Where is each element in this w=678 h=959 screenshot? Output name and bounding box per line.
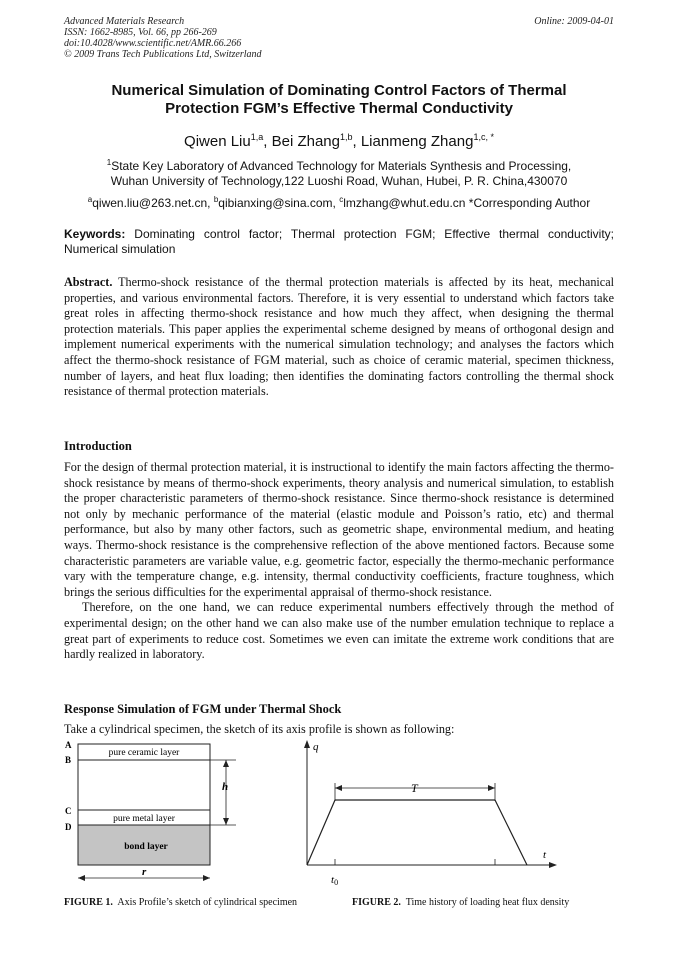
pure-metal-layer-label: pure metal layer	[113, 814, 175, 824]
author-3: Lianmeng Zhang	[360, 133, 474, 150]
r-arrow-left	[78, 875, 85, 881]
email-a-sup: a	[87, 195, 93, 204]
h-label: h	[222, 781, 229, 793]
label-b: B	[65, 755, 72, 765]
affiliation-line-2: Wuhan University of Technology,122 Luoshi Road, Wuhan, Hubei, P. R. China,430070	[110, 174, 568, 188]
affiliation-sup: 1	[106, 158, 112, 167]
h-arrow-up	[223, 760, 229, 767]
keywords-text: Dominating control factor; Thermal protection FGM; Effective thermal conductivity; Numerical simulation	[64, 227, 614, 256]
doi: doi:10.4028/www.scientific.net/AMR.66.266	[64, 38, 242, 49]
q-axis-label: q	[313, 741, 319, 753]
title-line-1: Numerical Simulation of Dominating Control Factors of Thermal	[111, 82, 567, 99]
title-line-2: Protection FGM’s Effective Thermal Conductivity	[165, 100, 513, 117]
author-list: Qiwen Liu$^{1,a}$, Bei Zhang$^{1,b}$, Lianmeng Zhang$^{1,c, *}$	[184, 132, 494, 150]
affiliation-line-1: State Key Laboratory of Advanced Technology for Materials Synthesis and Processing,	[111, 159, 572, 173]
introduction-body	[64, 460, 614, 663]
figure-1-specimen-sketch	[60, 738, 270, 888]
abstract-text: Thermo-shock resistance of the thermal protection materials is affected by its heat, mechanical properties, and various environmental factors. Therefore, it is very essential to understand which factors take great roles in affecting thermo-shock resistance and how much they affect, when designing the thermal protection materials. This paper applies the experimental scheme designed by means of orthogonal design and implement numerical experiments with the numerical simulation technology; and analyses the factors which affect the thermo-shock resistance of FGM material, such as choice of ceramic material, specimen thickness, number of layers, and heat flux loading; then identifies the dominating factors controlling the thermal shock resistance of thermal protection materials.	[64, 275, 615, 399]
t-axis-arrow	[549, 862, 557, 868]
r-arrow-right	[203, 875, 210, 881]
figure-1-caption	[64, 897, 297, 909]
author-2: Bei Zhang	[271, 133, 340, 150]
t-duration-label: T	[411, 781, 418, 795]
email-c: lmzhang@whut.edu.cn *Corresponding Author	[343, 196, 591, 210]
intro-paragraph-1: For the design of thermal protection material, it is instructional to identify the main factors affecting the thermo-shock resistance by means of thermo-shock experiments, theory analysis and numerical simulation, to establish the proper characteristic parameters of thermo-shock resistance. Since thermo-shock resistance is determined not only by mechanic performance of the material (elastic module and Poisson’s ratio, etc) and thermal performance, but also by many other factors, such as geometric shape, environmental medium, and heating ways. Thermo-shock resistance is the comprehensive reflection of the above mentioned factors. Because some characteristic parameters are variable value, e.g. geometric factor, especially the thermo-mechanic performance vary with the temperature change, e.g. intensity, thermal conductivity coefficients, fracture toughness, which brings the serious difficulties for the experimental appraisal of thermo-shock resistance.	[64, 460, 614, 599]
email-c-sup: c	[339, 195, 344, 204]
affiliation	[60, 155, 618, 189]
h-arrow-down	[223, 818, 229, 825]
copyright: © 2009 Trans Tech Publications Ltd, Switzerland	[64, 49, 262, 60]
email-a: qiwen.liu@263.net.cn,	[92, 196, 214, 210]
t0-label-sub: 0	[334, 878, 339, 887]
response-heading: Response Simulation of FGM under Thermal Shock	[64, 702, 342, 716]
figure-1-caption-text: Axis Profile’s sketch of cylindrical specimen	[117, 897, 298, 908]
label-a: A	[65, 740, 72, 750]
t0-label-main: t	[331, 874, 335, 886]
keywords-label: Keywords:	[64, 227, 126, 241]
t0-label	[331, 874, 338, 887]
response-text: Take a cylindrical specimen, the sketch of its axis profile is shown as following:	[64, 722, 455, 736]
abstract	[64, 275, 614, 400]
bond-layer-label: bond layer	[124, 842, 168, 852]
t-duration-arrow-left	[335, 785, 342, 791]
issn: ISSN: 1662-8985, Vol. 66, pp 266-269	[64, 27, 217, 38]
email-b: qibianxing@sina.com,	[218, 196, 340, 210]
pure-ceramic-layer-label: pure ceramic layer	[108, 748, 180, 758]
label-d: D	[65, 822, 72, 832]
author-emails	[40, 192, 638, 211]
figure-2-heat-flux-history	[295, 735, 565, 890]
r-label: r	[142, 866, 147, 878]
author-2-sup: 1,b	[339, 132, 353, 142]
intro-paragraph-2: Therefore, on the one hand, we can reduce experimental numbers effectively through the method of experimental design; on the other hand we can also make use of the number emulation technique to replace a great part of experiments to reduce cost. Sometimes we even can imitate the extreme work conditions that are hardly realized in laboratory.	[64, 600, 614, 662]
t-axis-label: t	[543, 849, 547, 861]
introduction-heading: Introduction	[64, 439, 132, 453]
heat-flux-curve	[307, 800, 527, 865]
author-1: Qiwen Liu	[184, 133, 251, 150]
figure-2-caption-label: FIGURE 2.	[352, 897, 401, 908]
figure-2-caption-text: Time history of loading heat flux density	[405, 897, 570, 908]
figure-1-caption-label: FIGURE 1.	[64, 897, 113, 908]
author-1-sup: 1,a	[250, 132, 264, 142]
online-date: Online: 2009-04-01	[534, 16, 614, 27]
label-c: C	[65, 806, 72, 816]
figure-2-caption	[352, 897, 569, 909]
author-3-sup: 1,c, *	[473, 132, 494, 142]
q-axis-arrow	[304, 740, 310, 748]
email-b-sup: b	[213, 195, 219, 204]
paper-title	[60, 82, 618, 118]
journal-header	[64, 16, 262, 60]
journal-name: Advanced Materials Research	[64, 16, 185, 27]
keywords	[64, 227, 614, 257]
abstract-label: Abstract.	[64, 275, 113, 289]
t-duration-arrow-right	[488, 785, 495, 791]
